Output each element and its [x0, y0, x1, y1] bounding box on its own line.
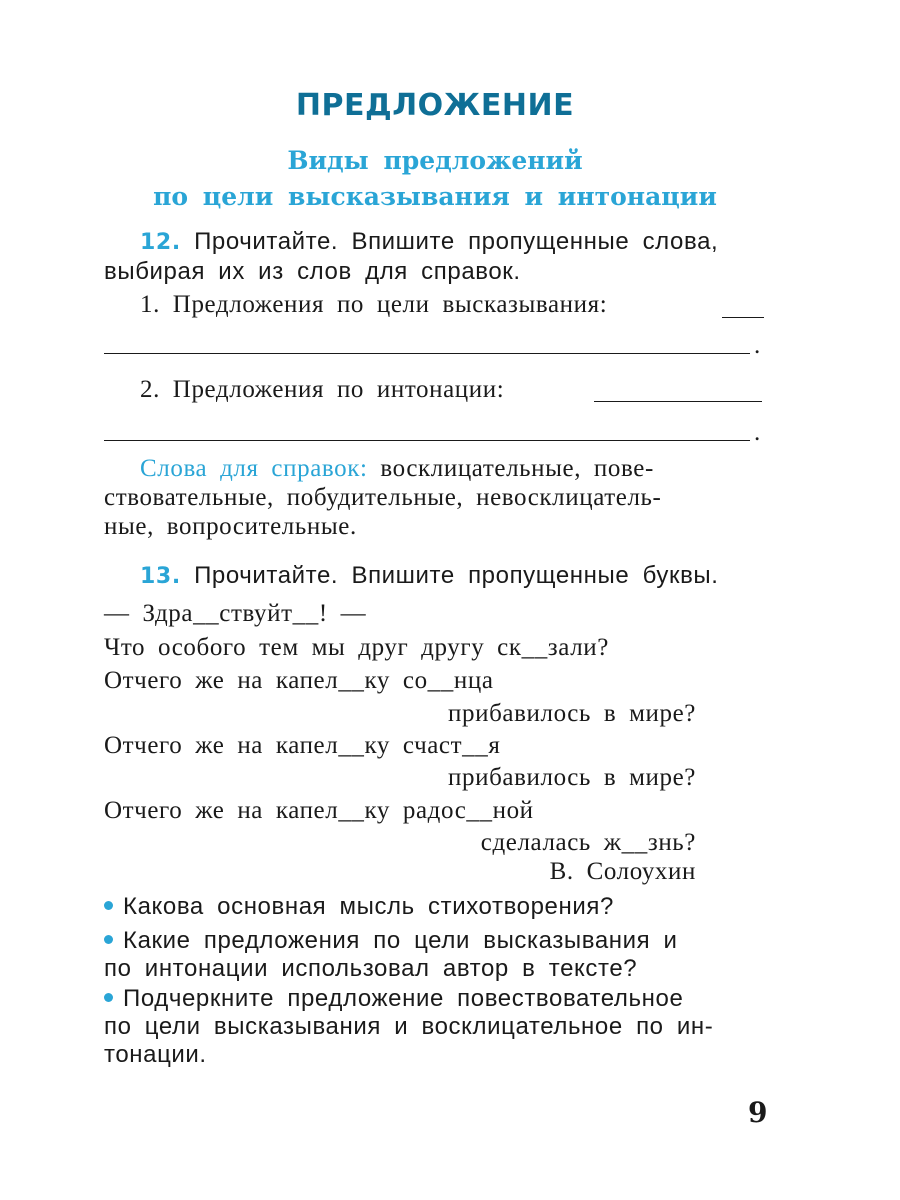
- exercise-12-instruction-line2: выбирая их из слов для справок.: [104, 258, 521, 285]
- poem-line: Отчего же на капел__ку радос__ной: [104, 797, 534, 824]
- exercise-number: 13.: [140, 564, 181, 589]
- question-item: Какова основная мысль стихотворения?: [104, 893, 614, 921]
- poem-line: Что особого тем мы друг другу ск__зали?: [104, 634, 609, 661]
- question-item-continuation: тонации.: [104, 1041, 207, 1068]
- fill-in-line: [104, 353, 750, 354]
- bullet-icon: [104, 901, 113, 910]
- question-item-continuation: по интонации использовал автор в тексте?: [104, 955, 638, 982]
- poem-line: — Здра__ствуйт__! —: [104, 600, 367, 627]
- period: .: [754, 419, 761, 446]
- poem-line: сделалась ж__знь?: [480, 829, 696, 856]
- page-number: 9: [748, 1096, 768, 1129]
- exercise-13-instruction: 13. Прочитайте. Впишите пропущенные буквы.: [140, 562, 719, 589]
- exercise-12-instruction-line1: 12. Прочитайте. Впишите пропущенные слова,: [140, 228, 719, 255]
- question-item: Какие предложения по цели высказывания и: [104, 927, 678, 955]
- section-subtitle-line1: Виды предложений: [287, 146, 583, 175]
- poem-author: В. Солоухин: [549, 858, 696, 885]
- bullet-icon: [104, 935, 113, 944]
- poem-line: прибавилось в мире?: [448, 764, 696, 791]
- bullet-icon: [104, 993, 113, 1002]
- section-subtitle-line2: по цели высказывания и интонации: [153, 182, 717, 211]
- reference-words-line1: Слова для справок: восклицательные, пове-: [140, 455, 654, 482]
- question-item: Подчеркните предложение повествовательное: [104, 985, 683, 1013]
- page-title: ПРЕДЛОЖЕНИЕ: [295, 88, 575, 123]
- fill-in-line: [722, 317, 764, 318]
- fill-in-line: [104, 440, 750, 441]
- reference-words-line3: ные, вопросительные.: [104, 513, 357, 540]
- exercise-number: 12.: [140, 230, 181, 255]
- reference-words-line2: ствовательные, побудительные, невосклицатель-: [104, 484, 662, 511]
- poem-line: Отчего же на капел__ку счаст__я: [104, 732, 501, 759]
- exercise-12-item-1: 1. Предложения по цели высказывания:: [140, 291, 608, 318]
- poem-line: Отчего же на капел__ку со__нца: [104, 667, 494, 694]
- question-item-continuation: по цели высказывания и восклицательное по ин-: [104, 1013, 714, 1040]
- reference-label: Слова для справок:: [140, 455, 368, 482]
- poem-line: прибавилось в мире?: [448, 700, 696, 727]
- exercise-12-item-2: 2. Предложения по интонации:: [140, 376, 505, 403]
- period: .: [754, 332, 761, 359]
- fill-in-line: [594, 401, 762, 402]
